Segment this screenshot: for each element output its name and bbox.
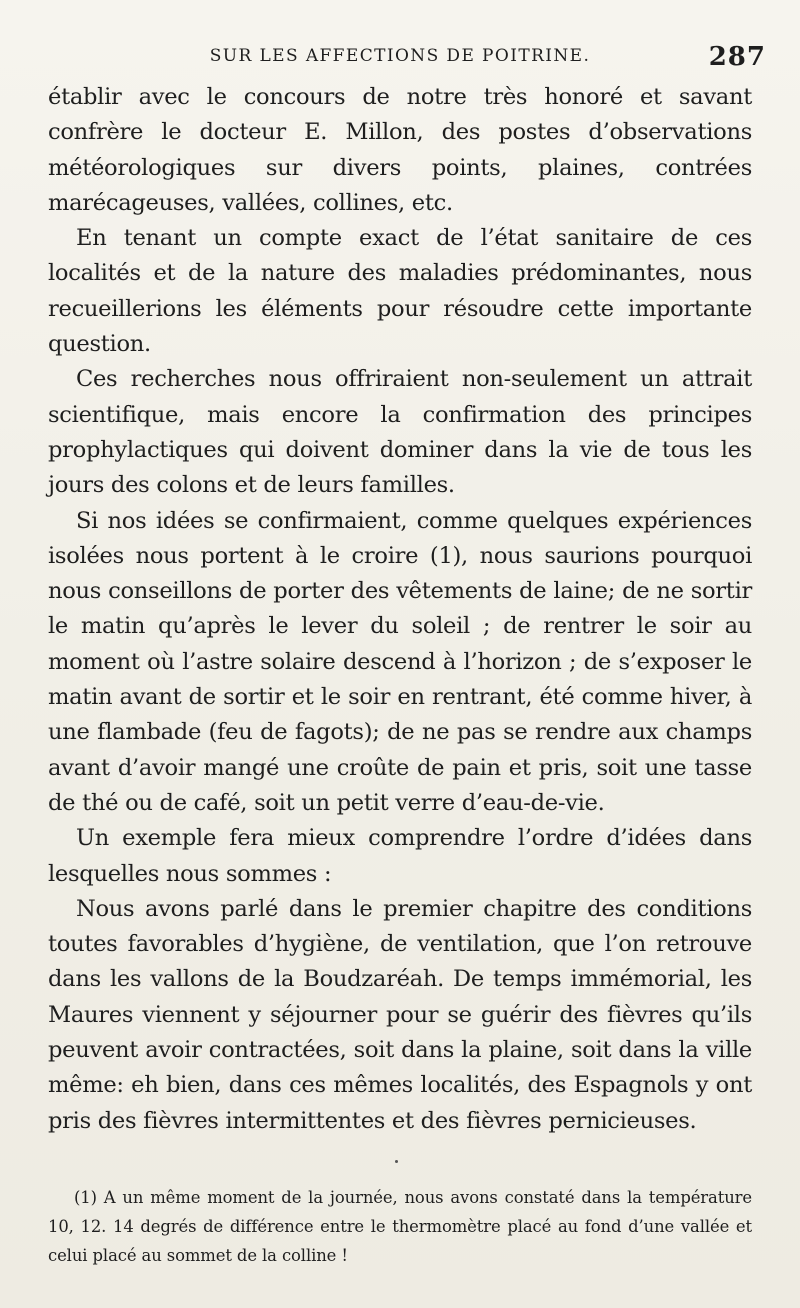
footnote-text: A un même moment de la journée, nous avons constaté dans la température 10, 12. 14 degrés de différence entre le thermomètre placé au fond d’une vallée et celui placé au sommet de la colline ! [48,1188,752,1265]
paragraph: En tenant un compte exact de l’état sanitaire de ces localités et de la nature des maladies prédominantes, nous recueillerions les éléments pour résoudre cette importante question. [48,225,752,358]
running-title: SUR LES AFFECTIONS DE POITRINE. [209,46,591,66]
paragraph: Un exemple fera mieux comprendre l’ordre d’idées dans lesquelles nous sommes : [48,825,752,887]
paragraph: Nous avons parlé dans le premier chapitre des conditions toutes favorables d’hygiène, de ventilation, que l’on retrouve dans les vallons de la Boudzaréah. De temps immémorial, les Maures viennent y séjourner pour se guérir des fièvres qu’ils peuvent avoir contractées, soit dans la plaine, soit dans la ville même: eh bien, dans ces mêmes localités, des Espagnols y ont pris des fièvres intermittentes et des fièvres pernicieuses. [48,895,752,1134]
main-text [48,80,752,1139]
page-number: 287 [708,42,766,72]
page-header [0,42,800,78]
footnote [48,1183,752,1270]
paragraph: établir avec le concours de notre très honoré et savant confrère le docteur E. Millon, des postes d’observations météorologiques sur divers points, plaines, contrées marécageuses, vallées, collines, etc. [48,84,752,216]
paragraph: Si nos idées se confirmaient, comme quelques expériences isolées nous portent à le croire (1), nous saurions pourquoi nous conseillons de porter des vêtements de laine; de ne sortir le matin qu’après le lever du soleil ; de rentrer le soir au moment où l’astre solaire descend à l’horizon ; de s’exposer le matin avant de sortir et le soir en rentrant, été comme hiver, à une flambade (feu de fagots); de ne pas se rendre aux champs avant d’avoir mangé une croûte de pain et pris, soit une tasse de thé ou de café, soit un petit verre d’eau-de-vie. [48,507,752,816]
footnote-marker: (1) [74,1188,97,1207]
footnote-separator [395,1160,398,1163]
paragraph: Ces recherches nous offriraient non-seulement un attrait scientifique, mais encore la confirmation des principes prophylactiques qui doivent dominer dans la vie de tous les jours des colons et de leurs familles. [48,366,752,499]
